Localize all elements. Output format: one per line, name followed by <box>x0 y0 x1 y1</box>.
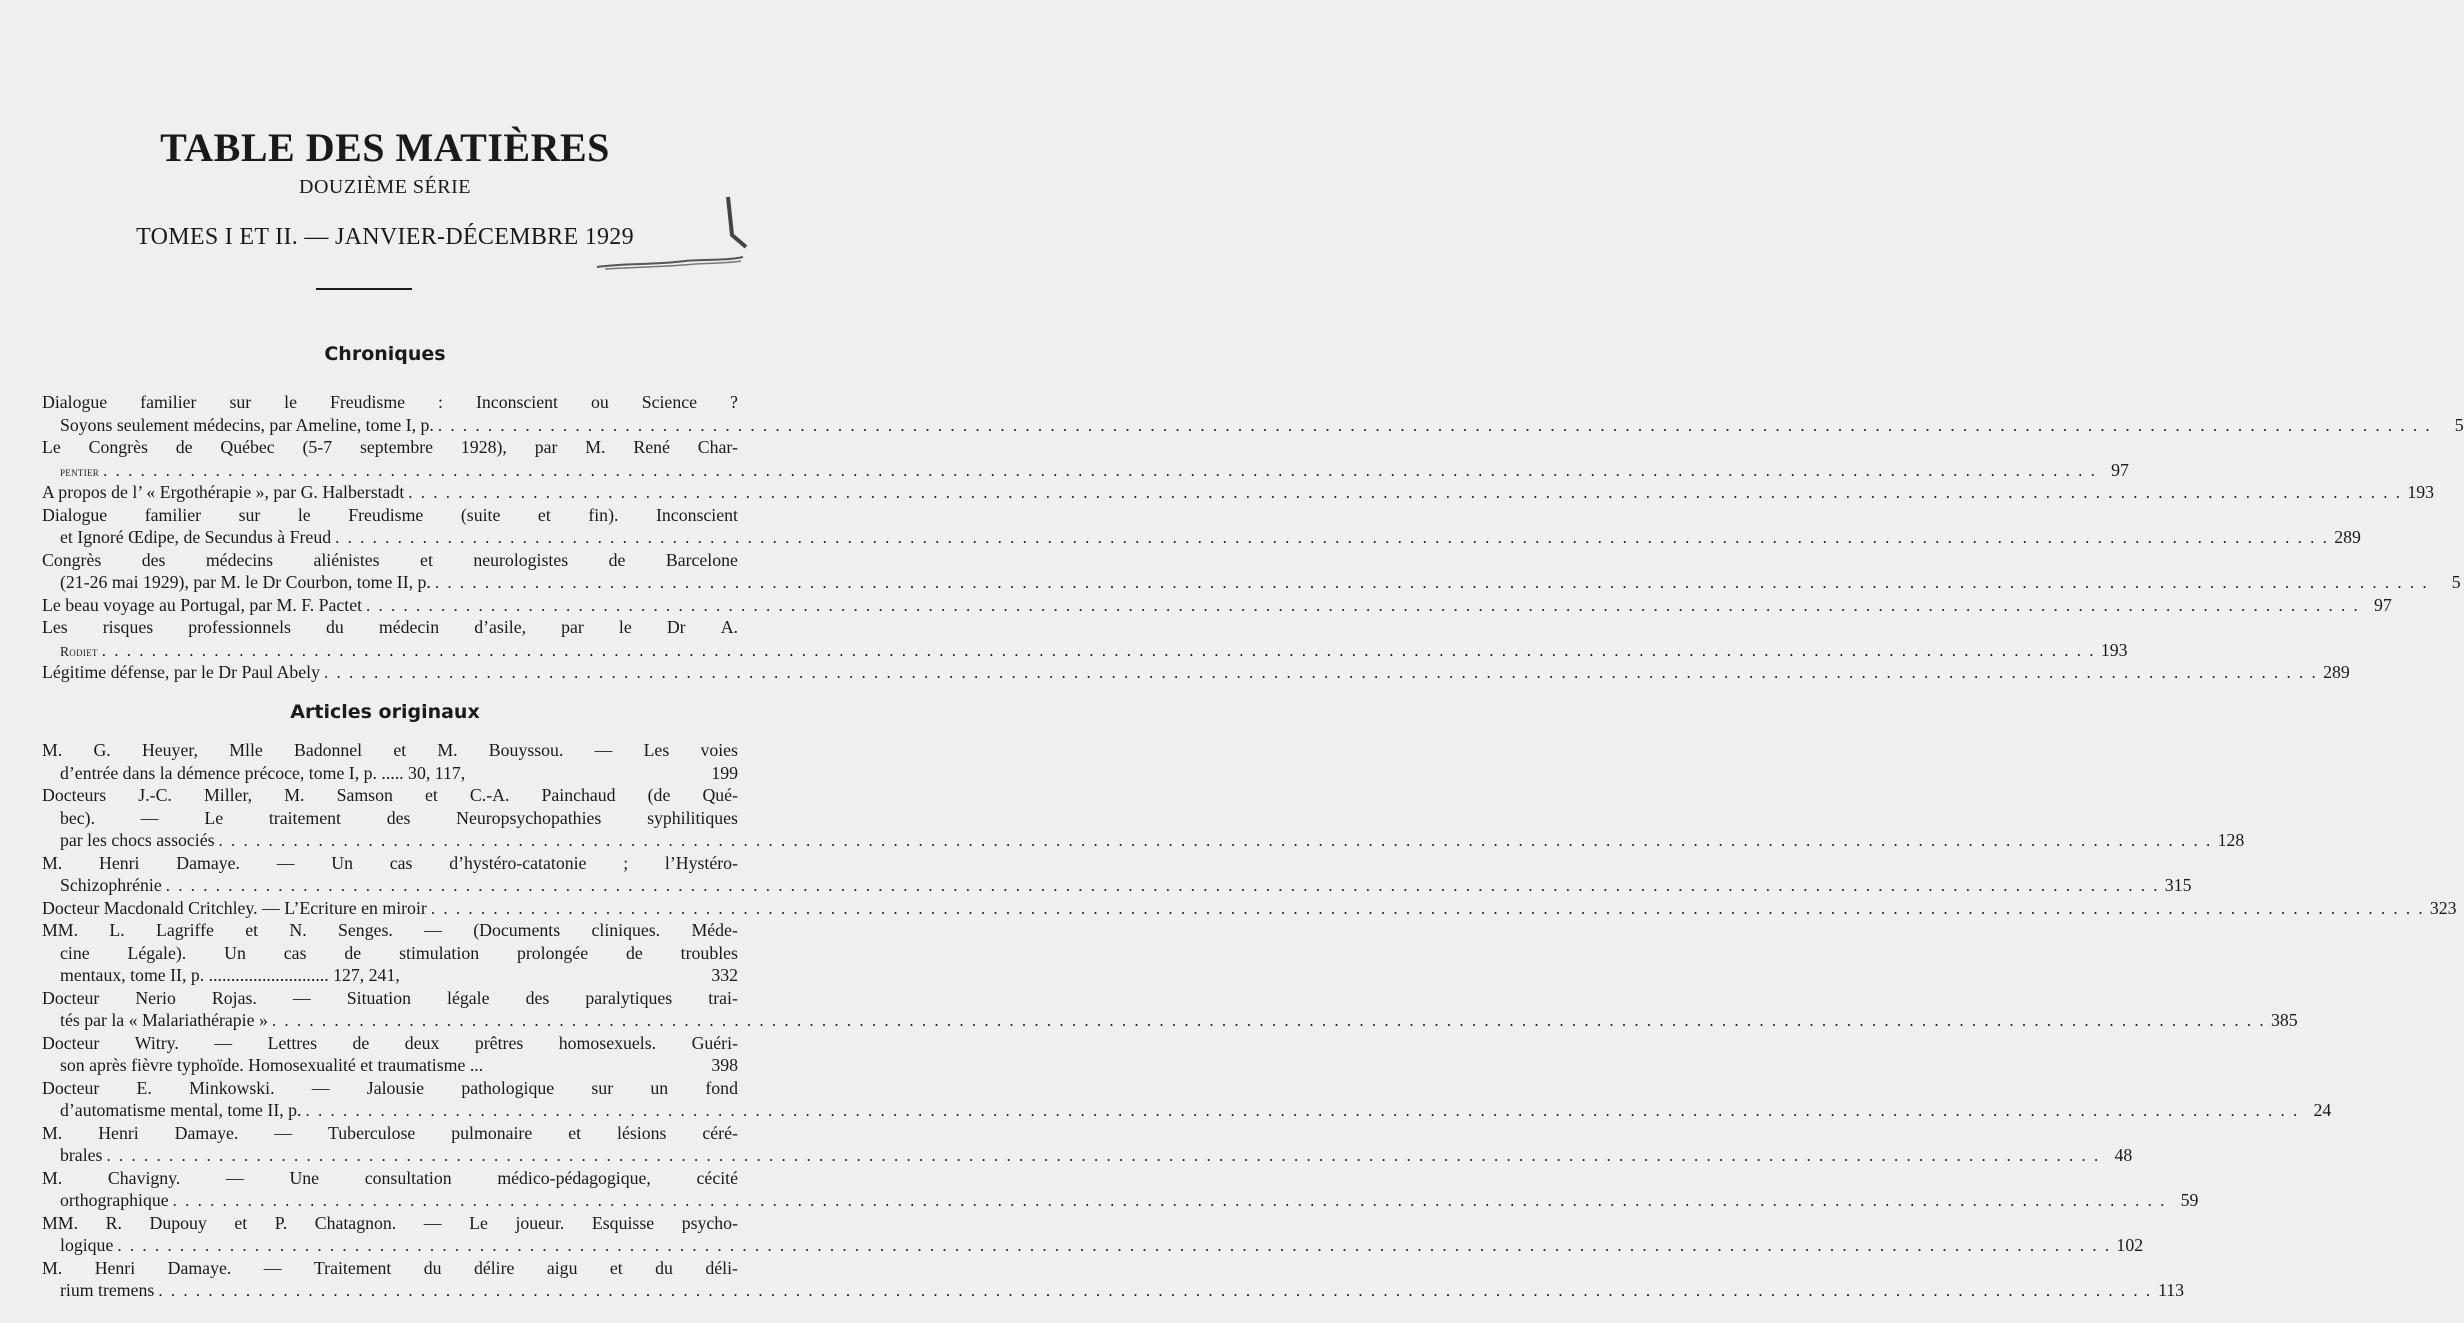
entry-line <box>42 459 2129 482</box>
entry-line <box>42 526 2361 549</box>
title-rule <box>316 288 412 290</box>
toc-entry <box>42 661 2350 684</box>
page-number: 5 <box>2451 572 2461 592</box>
entry-text: Le beau voyage au Portugal, par M. F. Pactet <box>42 594 363 615</box>
page-number: 128 <box>2217 830 2245 850</box>
entry-line: Dialogue familier sur le Freudisme : Inconscient ou Science ? <box>42 392 738 412</box>
entry-line <box>42 1279 2185 1302</box>
entry-line <box>42 1234 2144 1257</box>
leader-dots: . . . . . . . . . . . . . . . . . . . . . . . . . . . . . . . . . . . . . . . . . . . . . . . . . . . . . . . . . . . . . . . . . . . . . . . . . . . . . . . . . . . . . . . . . . . . . . . . . . . . . . . . . . . . . . . . . . . . . . . . . . . . . . . . . . . . . . . . . . . . . . . . . . . . . . . . . . . . . . . . <box>106 1146 2101 1165</box>
leader-dots: . . . . . . . . . . . . . . . . . . . . . . . . . . . . . . . . . . . . . . . . . . . . . . . . . . . . . . . . . . . . . . . . . . . . . . . . . . . . . . . . . . . . . . . . . . . . . . . . . . . . . . . . . . . . . . . . . . . . . . . . . . . . . . . . . . . . . . . . . . . . . . . . . . . . . . . . . . . . . . . . <box>271 1011 2266 1030</box>
entry-line <box>42 829 2245 852</box>
entry-line <box>42 481 2435 504</box>
leader-dots: . . . . . . . . . . . . . . . . . . . . . . . . . . . . . . . . . . . . . . . . . . . . . . . . . . . . . . . . . . . . . . . . . . . . . . . . . . . . . . . . . . . . . . . . . . . . . . . . . . . . . . . . . . . . . . . . . . . . . . . . . . . . . . . . . . . . . . . . . . . . . . . . . . . . . . . . . . . . . . . . <box>172 1191 2167 1210</box>
entry-line <box>42 964 738 987</box>
entry-text: son après fièvre typhoïde. Homosexualité et traumatisme ... <box>60 1055 484 1075</box>
toc-entry <box>42 391 2464 436</box>
page-number: 385 <box>2270 1010 2298 1030</box>
entry-line <box>42 639 2128 662</box>
page-number: 97 <box>2111 459 2129 480</box>
leader-dots: . . . . . . . . . . . . . . . . . . . . . . . . . . . . . . . . . . . . . . . . . . . . . . . . . . . . . . . . . . . . . . . . . . . . . . . . . . . . . . . . . . . . . . . . . . . . . . . . . . . . . . . . . . . . . . . . . . . . . . . . . . . . . . . . . . . . . . . . . . . . . . . . . . . . . . . . . . . . . . . . <box>101 640 2096 660</box>
page-number: 97 <box>2374 594 2392 615</box>
toc-entry <box>42 1077 2332 1122</box>
entry-line: Congrès des médecins aliénistes et neurologistes de Barcelone <box>42 549 738 570</box>
toc-entry <box>42 504 2361 549</box>
entry-text: Soyons seulement médecins, par Ameline, tome I, p. <box>60 414 434 435</box>
page-number: 113 <box>2158 1280 2185 1300</box>
page-number: 323 <box>2429 897 2457 918</box>
entry-text: A propos de l’ « Ergothérapie », par G. Halberstadt <box>42 482 405 502</box>
page-number: 48 <box>2114 1145 2133 1165</box>
toc-entry <box>42 1167 2199 1212</box>
entry-line <box>42 661 2350 684</box>
entry-line: bec). — Le traitement des Neuropsychopathies syphilitiques <box>60 807 738 828</box>
leader-dots: . . . . . . . . . . . . . . . . . . . . . . . . . . . . . . . . . . . . . . . . . . . . . . . . . . . . . . . . . . . . . . . . . . . . . . . . . . . . . . . . . . . . . . . . . . . . . . . . . . . . . . . . . . . . . . . . . . . . . . . . . . . . . . . . . . . . . . . . . . . . . . . . . . . . . . . . . . . . . . . . <box>430 898 2425 918</box>
section-heading-articles-originaux: Articles originaux <box>290 701 480 723</box>
toc-entry <box>42 1212 2144 1257</box>
section-heading-chroniques: Chroniques <box>324 343 446 365</box>
page-number: 315 <box>2164 875 2192 895</box>
entry-line: MM. R. Dupouy et P. Chatagnon. — Le joueur. Esquisse psycho- <box>42 1212 738 1233</box>
entry-text: pentier <box>60 463 100 479</box>
entry-text: orthographique <box>60 1190 169 1210</box>
page-number: 332 <box>711 965 738 985</box>
articles-list <box>42 739 2457 1302</box>
leader-dots: . . . . . . . . . . . . . . . . . . . . . . . . . . . . . . . . . . . . . . . . . . . . . . . . . . . . . . . . . . . . . . . . . . . . . . . . . . . . . . . . . . . . . . . . . . . . . . . . . . . . . . . . . . . . . . . . . . . . . . . . . . . . . . . . . . . . . . . . . . . . . . . . . . . . . . . . . . . . . . . . <box>408 483 2403 502</box>
entry-line: Dialogue familier sur le Freudisme (suite et fin). Inconscient <box>42 504 738 525</box>
entry-line <box>42 594 2392 617</box>
entry-text: (21-26 mai 1929), par M. le Dr Courbon, tome II, p. <box>60 572 431 592</box>
entry-line: Les risques professionnels du médecin d’asile, par le Dr A. <box>42 617 738 637</box>
entry-line: Docteur Nerio Rojas. — Situation légale des paralytiques trai- <box>42 987 738 1008</box>
leader-dots: . . . . . . . . . . . . . . . . . . . . . . . . . . . . . . . . . . . . . . . . . . . . . . . . . . . . . . . . . . . . . . . . . . . . . . . . . . . . . . . . . . . . . . . . . . . . . . . . . . . . . . . . . . . . . . . . . . . . . . . . . . . . . . . . . . . . . . . . . . . . . . . . . . . . . . . . . . . . . . . . <box>117 1236 2112 1255</box>
entry-text: Schizophrénie <box>60 875 162 895</box>
entry-text: d’automatisme mental, tome II, p. <box>60 1100 302 1120</box>
toc-entry <box>42 919 738 987</box>
entry-line: M. Chavigny. — Une consultation médico-pédagogique, cécité <box>42 1167 738 1188</box>
toc-entry <box>42 1257 2185 1302</box>
entry-line <box>42 414 2464 437</box>
toc-entry <box>42 739 738 784</box>
toc-entry <box>42 481 2435 504</box>
entry-text: et Ignoré Œdipe, de Secundus à Freud <box>60 527 332 547</box>
entry-line <box>42 571 2461 594</box>
chroniques-list <box>42 391 2464 684</box>
entry-line: M. Henri Damaye. — Tuberculose pulmonaire et lésions céré- <box>42 1122 738 1143</box>
leader-dots: . . . . . . . . . . . . . . . . . . . . . . . . . . . . . . . . . . . . . . . . . . . . . . . . . . . . . . . . . . . . . . . . . . . . . . . . . . . . . . . . . . . . . . . . . . . . . . . . . . . . . . . . . . . . . . . . . . . . . . . . . . . . . . . . . . . . . . . . . . . . . . . . . . . . . . . . . . . . . . . . <box>158 1281 2153 1300</box>
entry-text: Docteur Macdonald Critchley. — L’Ecriture en miroir <box>42 897 427 918</box>
toc-entry <box>42 784 2245 852</box>
toc-entry <box>42 549 2461 594</box>
entry-line: Docteur E. Minkowski. — Jalousie pathologique sur un fond <box>42 1077 738 1098</box>
leader-dots: . . . . . . . . . . . . . . . . . . . . . . . . . . . . . . . . . . . . . . . . . . . . . . . . . . . . . . . . . . . . . . . . . . . . . . . . . . . . . . . . . . . . . . . . . . . . . . . . . . . . . . . . . . . . . . . . . . . . . . . . . . . . . . . . . . . . . . . . . . . . . . . . . . . . . . . . . . . . . . . . <box>165 876 2160 895</box>
toc-entry <box>42 1122 2133 1167</box>
entry-text: par les chocs associés <box>60 830 215 850</box>
page-number: 102 <box>2116 1235 2144 1255</box>
leader-dots: . . . . . . . . . . . . . . . . . . . . . . . . . . . . . . . . . . . . . . . . . . . . . . . . . . . . . . . . . . . . . . . . . . . . . . . . . . . . . . . . . . . . . . . . . . . . . . . . . . . . . . . . . . . . . . . . . . . . . . . . . . . . . . . . . . . . . . . . . . . . . . . . . . . . . . . . . . . . . . . . <box>305 1101 2300 1120</box>
entry-line <box>42 1189 2199 1212</box>
entry-line <box>42 762 738 785</box>
leader-dots: . . . . . . . . . . . . . . . . . . . . . . . . . . . . . . . . . . . . . . . . . . . . . . . . . . . . . . . . . . . . . . . . . . . . . . . . . . . . . . . . . . . . . . . . . . . . . . . . . . . . . . . . . . . . . . . . . . . . . . . . . . . . . . . . . . . . . . . . . . . . . . . . . . . . . . . . . . . . . . . . <box>437 415 2432 435</box>
entry-text: Rodiet <box>60 643 98 659</box>
toc-entry <box>42 1032 738 1077</box>
leader-dots: . . . . . . . . . . . . . . . . . . . . . . . . . . . . . . . . . . . . . . . . . . . . . . . . . . . . . . . . . . . . . . . . . . . . . . . . . . . . . . . . . . . . . . . . . . . . . . . . . . . . . . . . . . . . . . . . . . . . . . . . . . . . . . . . . . . . . . . . . . . . . . . . . . . . . . . . . . . . . . . . <box>324 663 2318 682</box>
entry-line <box>42 874 2192 897</box>
toc-entry <box>42 897 2457 920</box>
leader-dots: . . . . . . . . . . . . . . . . . . . . . . . . . . . . . . . . . . . . . . . . . . . . . . . . . . . . . . . . . . . . . . . . . . . . . . . . . . . . . . . . . . . . . . . . . . . . . . . . . . . . . . . . . . . . . . . . . . . . . . . . . . . . . . . . . . . . . . . . . . . . . . . . . . . . . . . . . . . . . . . . <box>103 460 2097 480</box>
entry-line: cine Légale). Un cas de stimulation prolongée de troubles <box>60 942 738 963</box>
entry-line: M. Henri Damaye. — Un cas d’hystéro-catatonie ; l’Hystéro- <box>42 852 738 873</box>
entry-text: mentaux, tome II, p. ........................... 127, 241, <box>60 965 400 985</box>
entry-line <box>42 1054 738 1077</box>
toc-entry <box>42 987 2298 1032</box>
entry-line: M. Henri Damaye. — Traitement du délire aigu et du déli- <box>42 1257 738 1278</box>
entry-line: Docteurs J.-C. Miller, M. Samson et C.-A. Painchaud (de Qué- <box>42 785 738 805</box>
entry-line: MM. L. Lagriffe et N. Senges. — (Documents cliniques. Méde- <box>42 920 738 940</box>
page-number: 24 <box>2313 1100 2332 1120</box>
entry-text: logique <box>60 1235 114 1255</box>
page-number: 59 <box>2180 1190 2199 1210</box>
tomes-heading: TOMES I ET II. — JANVIER-DÉCEMBRE 1929 <box>136 224 634 250</box>
entry-line <box>42 1144 2133 1167</box>
page-number: 193 <box>2407 482 2435 502</box>
entry-text: rium tremens <box>60 1280 155 1300</box>
scan-mark-bracket <box>720 195 750 255</box>
entry-line <box>42 1099 2332 1122</box>
document-title: TABLE DES MATIÈRES <box>160 125 610 170</box>
toc-entry <box>42 594 2392 617</box>
entry-line: M. G. Heuyer, Mlle Badonnel et M. Bouyssou. — Les voies <box>42 740 738 760</box>
leader-dots: . . . . . . . . . . . . . . . . . . . . . . . . . . . . . . . . . . . . . . . . . . . . . . . . . . . . . . . . . . . . . . . . . . . . . . . . . . . . . . . . . . . . . . . . . . . . . . . . . . . . . . . . . . . . . . . . . . . . . . . . . . . . . . . . . . . . . . . . . . . . . . . . . . . . . . . . . . . . . . . . <box>434 573 2429 592</box>
entry-line <box>42 1009 2298 1032</box>
toc-entry <box>42 852 2192 897</box>
page-number: 5 <box>2454 414 2464 435</box>
entry-line: Le Congrès de Québec (5-7 septembre 1928), par M. René Char- <box>42 437 738 457</box>
entry-text: tés par la « Malariathérapie » <box>60 1010 268 1030</box>
leader-dots: . . . . . . . . . . . . . . . . . . . . . . . . . . . . . . . . . . . . . . . . . . . . . . . . . . . . . . . . . . . . . . . . . . . . . . . . . . . . . . . . . . . . . . . . . . . . . . . . . . . . . . . . . . . . . . . . . . . . . . . . . . . . . . . . . . . . . . . . . . . . . . . . . . . . . . . . . . . . . . . . <box>366 595 2360 615</box>
leader-dots: . . . . . . . . . . . . . . . . . . . . . . . . . . . . . . . . . . . . . . . . . . . . . . . . . . . . . . . . . . . . . . . . . . . . . . . . . . . . . . . . . . . . . . . . . . . . . . . . . . . . . . . . . . . . . . . . . . . . . . . . . . . . . . . . . . . . . . . . . . . . . . . . . . . . . . . . . . . . . . . . <box>335 528 2329 547</box>
entry-text: d’entrée dans la démence précoce, tome I, p. ..... 30, 117, <box>60 762 466 783</box>
leader-dots: . . . . . . . . . . . . . . . . . . . . . . . . . . . . . . . . . . . . . . . . . . . . . . . . . . . . . . . . . . . . . . . . . . . . . . . . . . . . . . . . . . . . . . . . . . . . . . . . . . . . . . . . . . . . . . . . . . . . . . . . . . . . . . . . . . . . . . . . . . . . . . . . . . . . . . . . . . . . . . . . <box>218 831 2213 850</box>
page-number: 199 <box>711 762 738 783</box>
toc-entry <box>42 616 2128 661</box>
page-number: 193 <box>2100 639 2128 660</box>
page-number: 289 <box>2323 662 2350 682</box>
series-subtitle: DOUZIÈME SÉRIE <box>299 176 471 198</box>
entry-text: brales <box>60 1145 103 1165</box>
entry-text: Légitime défense, par le Dr Paul Abely <box>42 662 320 682</box>
toc-entry <box>42 436 2129 481</box>
page-number: 289 <box>2334 527 2361 547</box>
entry-line: Docteur Witry. — Lettres de deux prêtres homosexuels. Guéri- <box>42 1032 738 1053</box>
page-number: 398 <box>711 1055 738 1075</box>
entry-line <box>42 897 2457 920</box>
scan-mark-scribble <box>595 255 745 271</box>
